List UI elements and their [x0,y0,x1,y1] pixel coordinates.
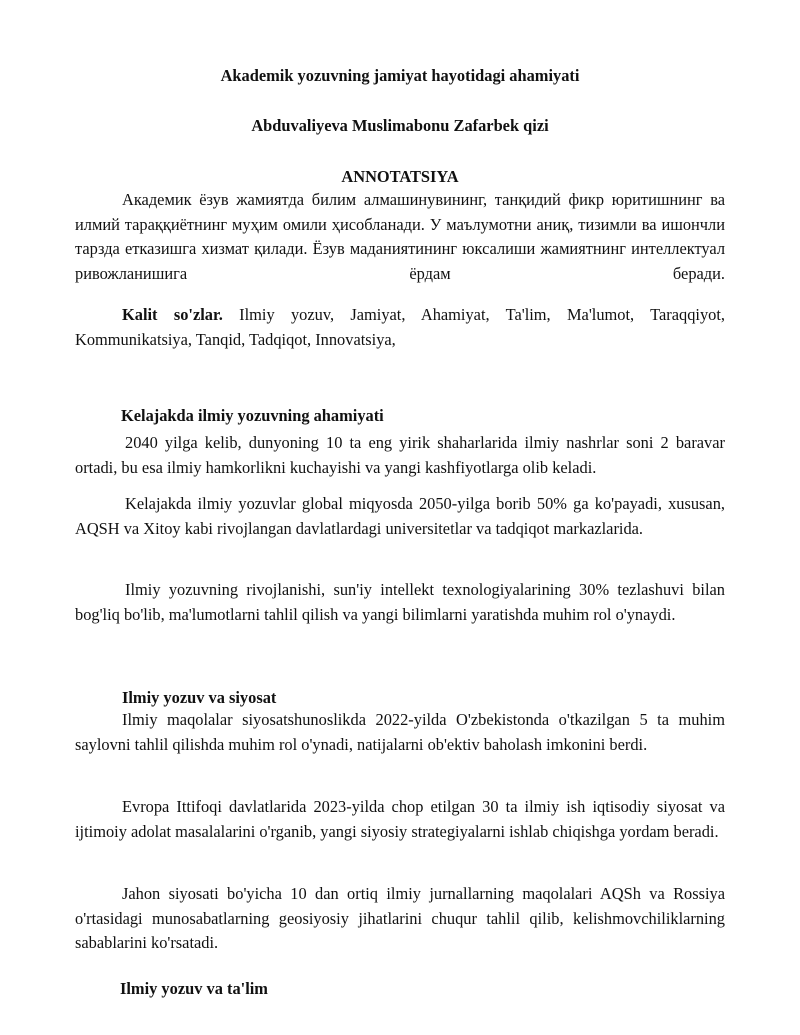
section-paragraph: Ilmiy yozuvning rivojlanishi, sun'iy intellekt texnologiyalarining 30% tezlashuvi bilan bog'liq bo'lib, ma'lumotlarni tahlil qilish va yangi bilimlarni yaratishda muhim rol o'ynaydi. [75,580,725,624]
annotation-text: Академик ёзув жамиятда билим алмашинувининг, танқидий фикр юритишнинг ва илмий тараққиётнинг муҳим омили ҳисобланади. У маълумотни аниқ, тизимли ва ишончли тарзда етказишга хизмат қилади. Ёзув маданиятининг юксалиши жамиятнинг интеллектуал ривожланишига ёрдам беради. [75,190,725,283]
section-heading: Ilmiy yozuv va ta'lim [120,979,268,998]
keywords-label: Kalit so'zlar. [122,305,223,324]
keywords-paragraph [75,303,725,352]
section-heading: Ilmiy yozuv va siyosat [122,688,277,707]
section-paragraph: Evropa Ittifoqi davlatlarida 2023-yilda chop etilgan 30 ta ilmiy ish iqtisodiy siyosat va ijtimoiy adolat masalalarini o'rganib, yangi siyosiy strategiyalarni ishlab chiqishga yordam beradi. [75,797,725,841]
section-paragraph: Jahon siyosati bo'yicha 10 dan ortiq ilmiy jurnallarning maqolalari AQSh va Rossiya o'rtasidagi munosabatlarning geosiyosiy jihatlarini chuqur tahlil qilib, kelishmovchiliklarning sabablarini ko'rsatadi. [75,884,725,953]
section-paragraph: Ilmiy maqolalar siyosatshunoslikda 2022-yilda O'zbekistonda o'tkazilgan 5 ta muhim saylovni tahlil qilishda muhim rol o'ynadi, natijalarni ob'ektiv baholash imkonini berdi. [75,710,725,754]
section-paragraph: 2040 yilga kelib, dunyoning 10 ta eng yirik shaharlarida ilmiy nashrlar soni 2 baravar ortadi, bu esa ilmiy hamkorlikni kuchayishi va yangi kashfiyotlarga olib keladi. [75,433,725,477]
section-heading: Kelajakda ilmiy yozuvning ahamiyati [121,406,384,425]
section-paragraph: Kelajakda ilmiy yozuvlar global miqyosda 2050-yilga borib 50% ga ko'payadi, xususan, AQSH va Xitoy kabi rivojlangan davlatlardagi universitetlar va tadqiqot markazlarida. [75,494,725,538]
keywords-text: Ilmiy yozuv, Jamiyat, Ahamiyat, Ta'lim, Ma'lumot, Taraqqiyot, Kommunikatsiya, Tanqid, Tadqiqot, Innovatsiya, [75,305,725,349]
annotation-heading: ANNOTATSIYA [341,167,459,186]
document-author: Abduvaliyeva Muslimabonu Zafarbek qizi [251,116,549,135]
document-title: Akademik yozuvning jamiyat hayotidagi ahamiyati [220,66,580,85]
